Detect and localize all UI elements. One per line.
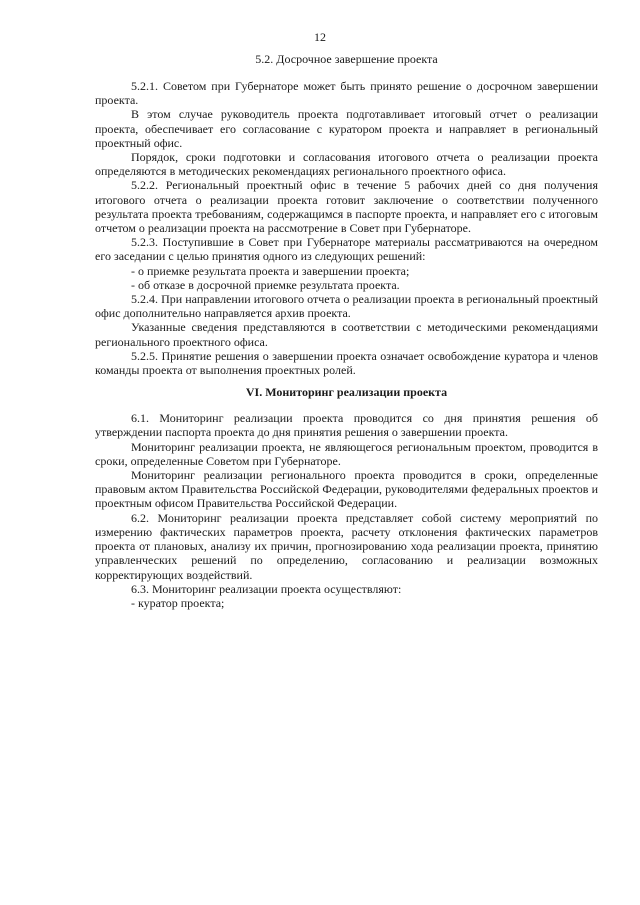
paragraph: 6.3. Мониторинг реализации проекта осуществляют: [131,581,402,596]
paragraph: 6.1. Мониторинг реализации проекта проводится со дня принятия решения об утверждении паспорта проекта до дня принятия решения о завершении проекта. [95,411,598,440]
page-number: 12 [314,30,326,44]
paragraph: 5.2.4. При направлении итогового отчета о реализации проекта в региональный проектный офис дополнительно направляется архив проекта. [95,292,598,321]
list-item: - об отказе в досрочной приемке результата проекта. [131,277,400,292]
section-6-title: VI. Мониторинг реализации проекта [245,385,448,400]
paragraph: Мониторинг реализации проекта, не являющегося региональным проектом, проводится в сроки, определенные Советом при Губернаторе. [95,439,598,468]
paragraph: 6.2. Мониторинг реализации проекта представляет собой систему мероприятий по измерению фактических параметров проекта, расчету отклонения фактических параметров проекта от плановых, анализу их причин, прогнозированию хода реализации проекта, принятию управленческих решений по определению, согласованию и реализации возможных корректирующих воздействий. [95,510,598,582]
document-body [95,52,598,610]
paragraph: Порядок, сроки подготовки и согласования итогового отчета о реализации проекта определяются в методических рекомендациях регионального проектного офиса. [95,150,598,179]
list-item: - о приемке результата проекта и завершении проекта; [131,263,410,278]
paragraph: 5.2.2. Региональный проектный офис в течение 5 рабочих дней со дня получения итогового отчета о реализации проекта готовит заключение о соответствии полученного результата проекта требованиям, содержащимся в паспорте проекта, и направляет его с итоговым отчетом о реализации проекта на рассмотрение в Совет при Губернаторе. [95,178,598,236]
section-5-2-title: 5.2. Досрочное завершение проекта [255,52,438,66]
paragraph: 5.2.3. Поступившие в Совет при Губернаторе материалы рассматриваются на очередном его заседании с целью принятия одного из следующих решений: [95,235,598,264]
paragraph: 5.2.5. Принятие решения о завершении проекта означает освобождение куратора и членов команды проекта от выполнения проектных ролей. [95,348,598,378]
list-item: - куратор проекта; [131,595,225,610]
paragraph: 5.2.1. Советом при Губернаторе может быть принято решение о досрочном завершении проекта. [95,79,598,108]
paragraph: Мониторинг реализации регионального проекта проводится в сроки, определенные правовым актом Правительства Российской Федерации, руководителями федеральных проектов и проектным офисом Правительства Российской Федерации. [95,468,598,511]
paragraph: Указанные сведения представляются в соответствии с методическими рекомендациями регионального проектного офиса. [95,320,598,349]
paragraph: В этом случае руководитель проекта подготавливает итоговый отчет о реализации проекта, обеспечивает его согласование с куратором проекта и направляет в региональный проектный офис. [95,107,598,150]
